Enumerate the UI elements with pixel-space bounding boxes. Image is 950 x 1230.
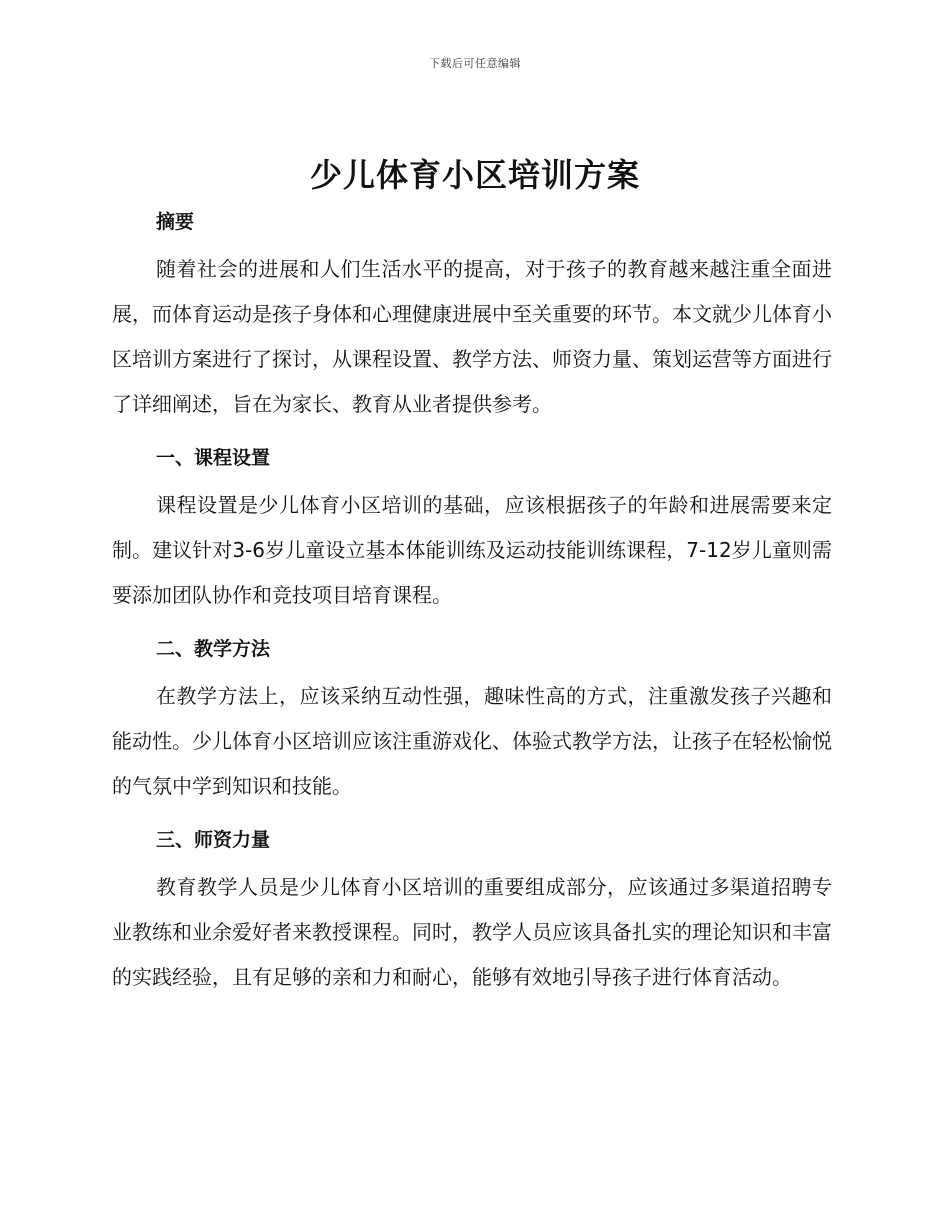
section-paragraph-course: 课程设置是少儿体育小区培训的基础，应该根据孩子的年龄和进展需要来定制。建议针对3-6岁儿童设立基本体能训练及运动技能训练课程，7-12岁儿童则需要添加团队协作和竞技项目培育课程。	[112, 493, 832, 607]
document-body	[112, 205, 832, 1000]
section-paragraph-teachers: 教育教学人员是少儿体育小区培训的重要组成部分，应该通过多渠道招聘专业教练和业余爱好者来教授课程。同时，教学人员应该具备扎实的理论知识和丰富的实践经验，且有足够的亲和力和耐心，能够有效地引导孩子进行体育活动。	[112, 875, 832, 989]
section-paragraph-teaching: 在教学方法上，应该采纳互动性强，趣味性高的方式，注重激发孩子兴趣和能动性。少儿体育小区培训应该注重游戏化、体验式教学方法，让孩子在轻松愉悦的气氛中学到知识和技能。	[112, 684, 832, 798]
abstract-heading: 摘要	[156, 211, 195, 233]
document-title: 少儿体育小区培训方案	[309, 156, 640, 194]
abstract-paragraph: 随着社会的进展和人们生活水平的提高，对于孩子的教育越来越注重全面进展，而体育运动是孩子身体和心理健康进展中至关重要的环节。本文就少儿体育小区培训方案进行了探讨，从课程设置、教学方法、师资力量、策划运营等方面进行了详细阐述，旨在为家长、教育从业者提供参考。	[112, 257, 832, 416]
section-heading-course: 一、课程设置	[156, 447, 271, 469]
section-heading-teachers: 三、师资力量	[156, 829, 271, 851]
header-note: 下载后可任意编辑	[429, 57, 521, 70]
section-heading-teaching: 二、教学方法	[156, 638, 271, 660]
